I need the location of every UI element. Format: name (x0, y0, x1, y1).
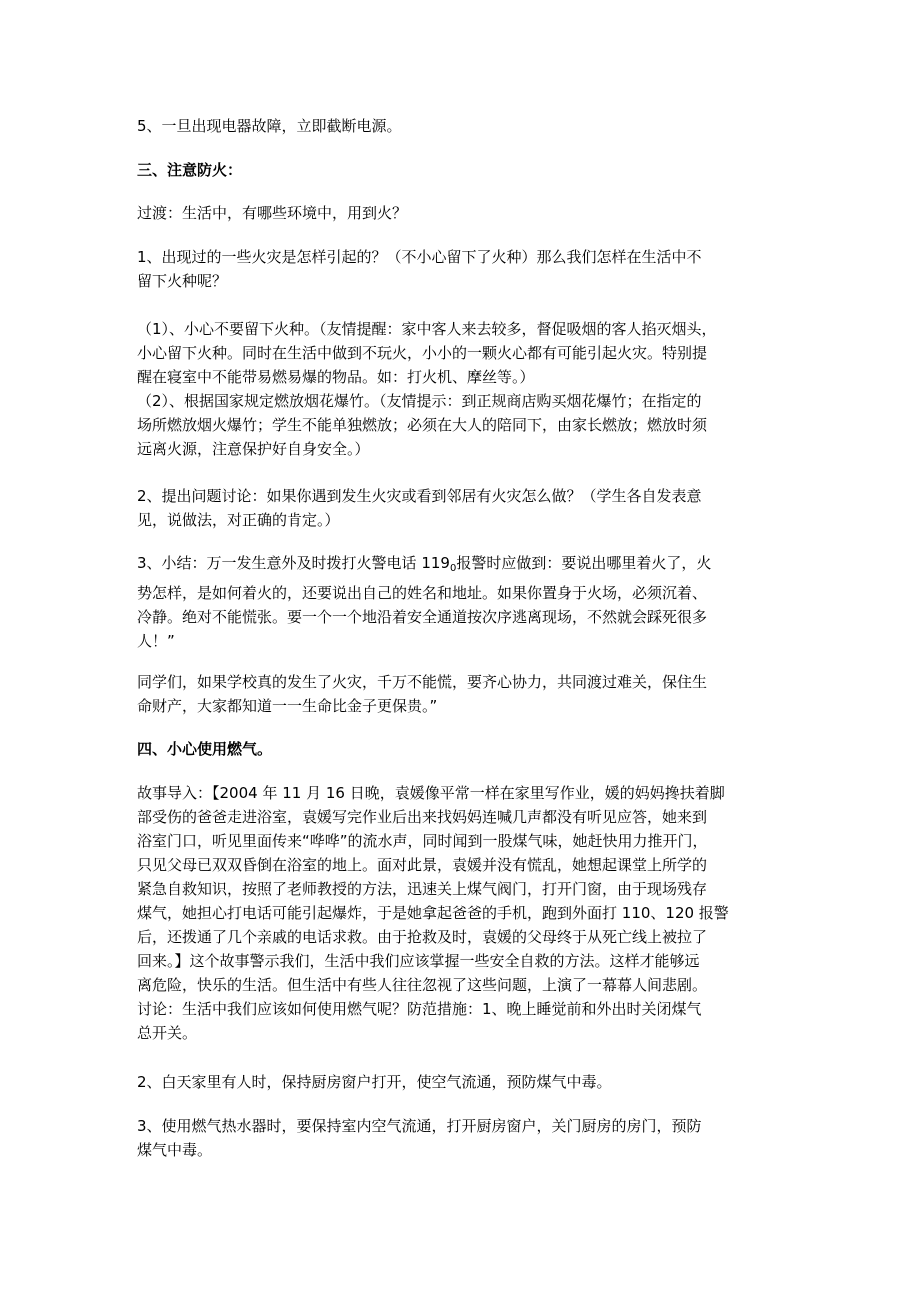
question-1-paragraph: 1、出现过的一些火灾是怎样引起的？（不小心留下了火种）那么我们怎样在生活中不 留下火种呢？ (137, 248, 702, 290)
summary-3-first-line: 3、小结：万一发生意外及时拨打火警电话 $119_0$报警时应做到：要说出哪里着火了，火 (137, 554, 712, 574)
fire-tip-1-paragraph: （1）、小心不要留下火种。（友情提醒：家中客人来去较多，督促吸烟的客人掐灭烟头， 小心留下火种。同时在生活中做到不玩火，小小的一颗火心都有可能引起火灾。特别提 醒在寝室中不能带易燃易爆的物品。如：打火机、摩丝等。） (137, 320, 717, 386)
section-3-title: 三、注意防火： (137, 161, 243, 179)
electric-tip-5: 5、一旦出现电器故障，立即截断电源。 (137, 117, 402, 135)
students-paragraph: 同学们，如果学校真的发生了火灾，千万不能慌，要齐心协力，共同渡过难关，保住生 命财产，大家都知道一一生命比金子更保贵。” (137, 673, 708, 715)
gas-tip-3: 3、使用燃气热水器时，要保持室内空气流通，打开厨房窗户，关门厨房的房门，预防 煤气中毒。 (137, 1117, 702, 1159)
gas-tip-2: 2、白天家里有人时，保持厨房窗户打开，使空气流通，预防煤气中毒。 (137, 1073, 612, 1091)
question-2-paragraph: 2、提出问题讨论：如果你遇到发生火灾或看到邻居有火灾怎么做？（学生各自发表意 见，说做法，对正确的肯定。） (137, 487, 702, 529)
section-4-title: 四、小心使用燃气。 (137, 740, 273, 758)
fire-tip-2-paragraph: （2）、根据国家规定燃放烟花爆竹。（友情提示：到正规商店购买烟花爆竹；在指定的 场所燃放烟火爆竹；学生不能单独燃放；必须在大人的陪同下，由家长燃放；燃放时须 远离火源，注意保护好自身安全。） (137, 392, 708, 458)
summary-3-paragraph: 3、小结：万一发生意外及时拨打火警电话 $119_0$报警时应做到：要说出哪里着火了，火 势怎样，是如何着火的，还要说出自己的姓名和地址。如果你置身于火场，必须沉着、 冷静。绝对不能慌张。要一个一个地沿着安全通道按次序逃离现场，不然就会踩死很多 人！” (137, 551, 792, 653)
story-paragraph: 故事导入：【2004 年 11 月 16 日晚，袁媛像平常一样在家里写作业，媛的妈妈搀扶着脚 部受伤的爸爸走进浴室，袁媛写完作业后出来找妈妈连喊几声都没有听见应答，她来到 浴室门口，听见里面传来“哗哗”的流水声，同时闻到一股煤气味，她赶快用力推开门， 只见父母已双双昏倒在浴室的地上。面对此景，袁媛并没有慌乱，她想起课堂上所学的 紧急自救知识，按照了老师教授的方法，迅速关上煤气阀门，打开门窗，由于现场残存 煤气，她担心打电话可能引起爆炸，于是她拿起爸爸的手机，跑到外面打 110、120 报警 后，还拨通了几个亲戚的电话求救。由于抢救及时，袁媛的父母终于从死亡线上被拉了 回来。】这个故事警示我们，生活中我们应该掌握一些安全自救的方法。这样才能够远 离危险，快乐的生活。但生活中有些人往往忽视了这些问题，上演了一幕幕人间悲剧。 讨论：生活中我们应该如何使用燃气呢？防范措施：1、晚上睡觉前和外出时关闭煤气 总开关。 (137, 784, 729, 1042)
transition-paragraph: 过渡：生活中，有哪些环境中，用到火？ (137, 204, 408, 222)
